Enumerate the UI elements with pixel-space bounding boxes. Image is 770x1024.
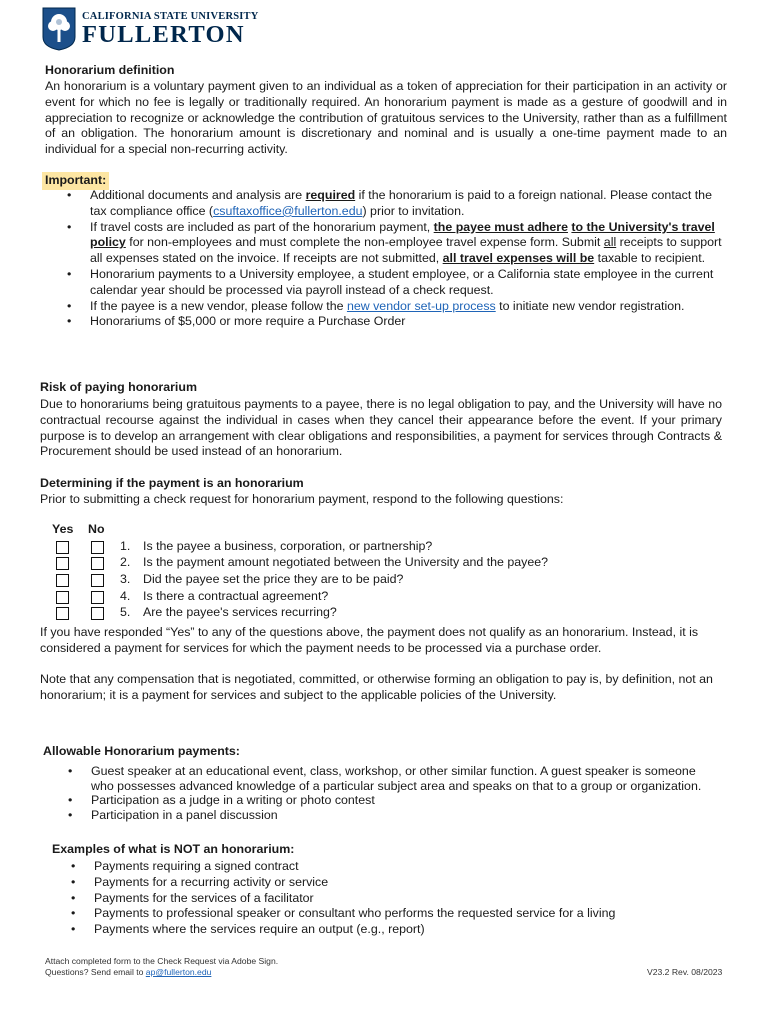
list-item: • Honorarium payments to a University employee, a student employee, or a California state employee in the current calendar year should be processed via payroll instead of a check request. [42, 267, 730, 299]
list-item: • Additional documents and analysis are required if the honorarium is paid to a foreign national. Please contact the tax compliance office (csuftaxoffice@fullerton.edu) prior to invitation. [42, 188, 730, 220]
definition-title: Honorarium definition [45, 63, 175, 77]
allowable-title: Allowable Honorarium payments: [43, 744, 240, 758]
university-logo [42, 7, 259, 51]
important-list [42, 188, 730, 330]
yes-checkbox[interactable] [56, 557, 69, 570]
list-item: • If travel costs are included as part of the honorarium payment, the payee must adhere to the University's travel policy for non-employees and must complete the non-employee travel expense form. Submit all receipts to support all expenses stated on the invoice. If receipts are not submitted, all travel expenses will be taxable to recipient. [42, 220, 730, 267]
list-item: • Participation as a judge in a writing or photo contest [43, 793, 703, 808]
no-checkbox[interactable] [91, 607, 104, 620]
determine-after-text: If you have responded “Yes” to any of the questions above, the payment does not qualify as an honorarium. Instead, it is considered a payment for services for which the payment needs to be processed via a purchase order. [40, 625, 699, 655]
important-label: Important: [42, 172, 109, 190]
ap-email-link[interactable]: ap@fullerton.edu [145, 967, 212, 977]
list-item: • Honorariums of $5,000 or more require a Purchase Order [42, 314, 730, 330]
risk-text: Due to honorariums being gratuitous payments to a payee, there is no legal obligation to pay, and the University will have no contractual recourse against the individual in cases when they cancel their appearance before the event. If your primary purpose is to develop an arrangement with clear obligations and responsibilities, a payment for services through Contracts & Procurement should be used instead of an honorarium. [40, 397, 722, 459]
logo-main-text: FULLERTON [82, 21, 245, 48]
vendor-setup-link[interactable]: new vendor set-up process [346, 298, 496, 313]
no-checkbox[interactable] [91, 574, 104, 587]
university-seal-icon [42, 7, 76, 51]
question-row: 2. Is the payment amount negotiated between the University and the payee? [42, 555, 742, 572]
footer-attach-note: Attach completed form to the Check Request via Adobe Sign. [45, 956, 279, 966]
list-item: • Payments to professional speaker or consultant who performs the requested service for a living [46, 906, 726, 922]
determine-note-text: Note that any compensation that is negotiated, committed, or otherwise forming an obligation to pay is, by definition, not an honorarium; it is a payment for services and subject to the applicable policies of the University. [40, 672, 713, 702]
yes-checkbox[interactable] [56, 607, 69, 620]
list-item: • Guest speaker at an educational event, class, workshop, or other similar function. A guest speaker is someone who possesses advanced knowledge of a particular subject area and speaks on that to a group or organization. [43, 764, 703, 793]
list-item: • Payments requiring a signed contract [46, 859, 726, 875]
no-checkbox[interactable] [91, 541, 104, 554]
not-honorarium-title: Examples of what is NOT an honorarium: [52, 842, 295, 856]
list-item: • Payments for the services of a facilitator [46, 891, 726, 907]
tax-office-email-link[interactable]: csuftaxoffice@fullerton.edu [213, 203, 363, 218]
no-checkbox[interactable] [91, 591, 104, 604]
determine-intro: Prior to submitting a check request for honorarium payment, respond to the following questions: [40, 492, 564, 506]
list-item: • Payments where the services require an output (e.g., report) [46, 922, 726, 938]
not-honorarium-list [46, 859, 726, 938]
allowable-list [43, 764, 703, 822]
footer-questions: Questions? Send email to ap@fullerton.edu [45, 967, 212, 977]
list-item: • Payments for a recurring activity or service [46, 875, 726, 891]
logo-top-text: CALIFORNIA STATE UNIVERSITY [82, 11, 259, 22]
risk-title: Risk of paying honorarium [40, 380, 197, 394]
question-row: 3. Did the payee set the price they are to be paid? [42, 572, 742, 589]
list-item: • Participation in a panel discussion [43, 808, 703, 823]
question-row: 1. Is the payee a business, corporation, or partnership? [42, 539, 742, 556]
footer-version: V23.2 Rev. 08/2023 [647, 967, 723, 977]
question-row: 5. Are the payee's services recurring? [42, 605, 742, 622]
question-row: 4. Is there a contractual agreement? [42, 589, 742, 606]
yes-checkbox[interactable] [56, 574, 69, 587]
yes-checkbox[interactable] [56, 591, 69, 604]
questions-list [42, 539, 742, 629]
no-checkbox[interactable] [91, 557, 104, 570]
no-column-header: No [88, 522, 105, 536]
yes-column-header: Yes [52, 522, 74, 536]
determine-title: Determining if the payment is an honorarium [40, 476, 304, 490]
yes-checkbox[interactable] [56, 541, 69, 554]
definition-text: An honorarium is a voluntary payment given to an individual as a token of appreciation for their participation in an activity or event for which no fee is legally or traditionally required. An honorarium payment is made as a gesture of goodwill and in appreciation to recognize or acknowledge the contribution of gratuitous services to the University, rather than as a fulfillment of an obligation. The honorarium amount is discretionary and nominal and is usually a one-time payment made to an individual for a special non-recurring activity. [45, 79, 727, 157]
travel-policy-link[interactable]: to the University's travel policy [90, 219, 715, 250]
list-item: • If the payee is a new vendor, please follow the new vendor set-up process to initiate new vendor registration. [42, 299, 730, 315]
